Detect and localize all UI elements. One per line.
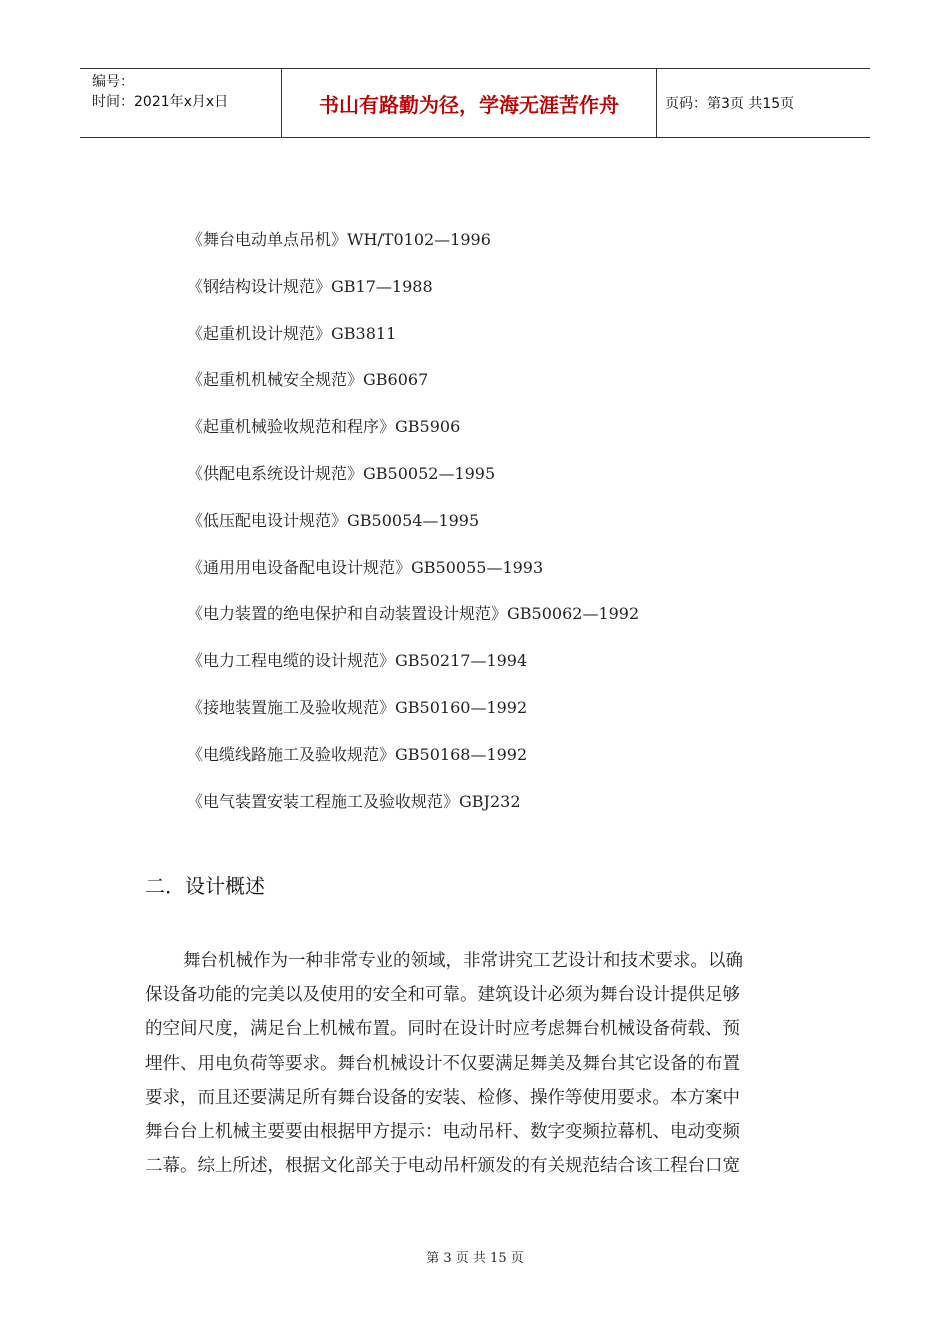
- section-title: 二．设计概述: [145, 874, 265, 898]
- paragraph-line: 舞台机械作为一种非常专业的领域，非常讲究工艺设计和技术要求。以确: [183, 951, 743, 971]
- reference-item: 《低压配电设计规范》GB50054—1995: [187, 510, 480, 530]
- header-time: 时间：2021年x月x日: [92, 94, 229, 110]
- section-paragraph: [145, 944, 805, 1183]
- paragraph-line: 保设备功能的完美以及使用的安全和可靠。建筑设计必须为舞台设计提供足够: [145, 985, 740, 1006]
- header-page-info: 页码：第3页 共15页: [665, 96, 795, 112]
- reference-list: [187, 230, 639, 838]
- paragraph-line: 要求，而且还要满足所有舞台设备的安装、检修、操作等使用要求。本方案中: [145, 1087, 740, 1108]
- reference-item: 《通用用电设备配电设计规范》GB50055—1993: [187, 557, 544, 577]
- reference-item: 《电力装置的绝电保护和自动装置设计规范》GB50062—1992: [187, 604, 640, 624]
- header-motto: 书山有路勤为径，学海无涯苦作舟: [281, 69, 657, 137]
- reference-item: 《起重机设计规范》GB3811: [187, 323, 397, 343]
- header-number: 编号：: [92, 74, 134, 90]
- paragraph-line: 埋件、用电负荷等要求。舞台机械设计不仅要满足舞美及舞台其它设备的布置: [145, 1053, 740, 1074]
- reference-item: 《钢结构设计规范》GB17—1988: [187, 276, 433, 296]
- page-footer: 第 3 页 共 15 页: [426, 1251, 524, 1266]
- header-meta: [80, 69, 281, 137]
- reference-item: 《起重机械验收规范和程序》GB5906: [187, 417, 461, 437]
- reference-item: 《舞台电动单点吊机》WH/T0102—1996: [187, 230, 491, 249]
- reference-item: 《接地装置施工及验收规范》GB50160—1992: [187, 697, 528, 717]
- paragraph-line: 舞台台上机械主要要由根据甲方提示：电动吊杆、数字变频拉幕机、电动变频: [145, 1121, 740, 1142]
- page-header: [80, 68, 870, 138]
- paragraph-line: 二幕。综上所述，根据文化部关于电动吊杆颁发的有关规范结合该工程台口宽: [145, 1156, 740, 1177]
- reference-item: 《起重机机械安全规范》GB6067: [187, 370, 429, 390]
- reference-item: 《电力工程电缆的设计规范》GB50217—1994: [187, 651, 528, 671]
- reference-item: 《电缆线路施工及验收规范》GB50168—1992: [187, 744, 528, 764]
- reference-item: 《电气装置安装工程施工及验收规范》GBJ232: [187, 791, 521, 811]
- paragraph-line: 的空间尺度，满足台上机械布置。同时在设计时应考虑舞台机械设备荷载、预: [145, 1019, 740, 1040]
- reference-item: 《供配电系统设计规范》GB50052—1995: [187, 463, 496, 483]
